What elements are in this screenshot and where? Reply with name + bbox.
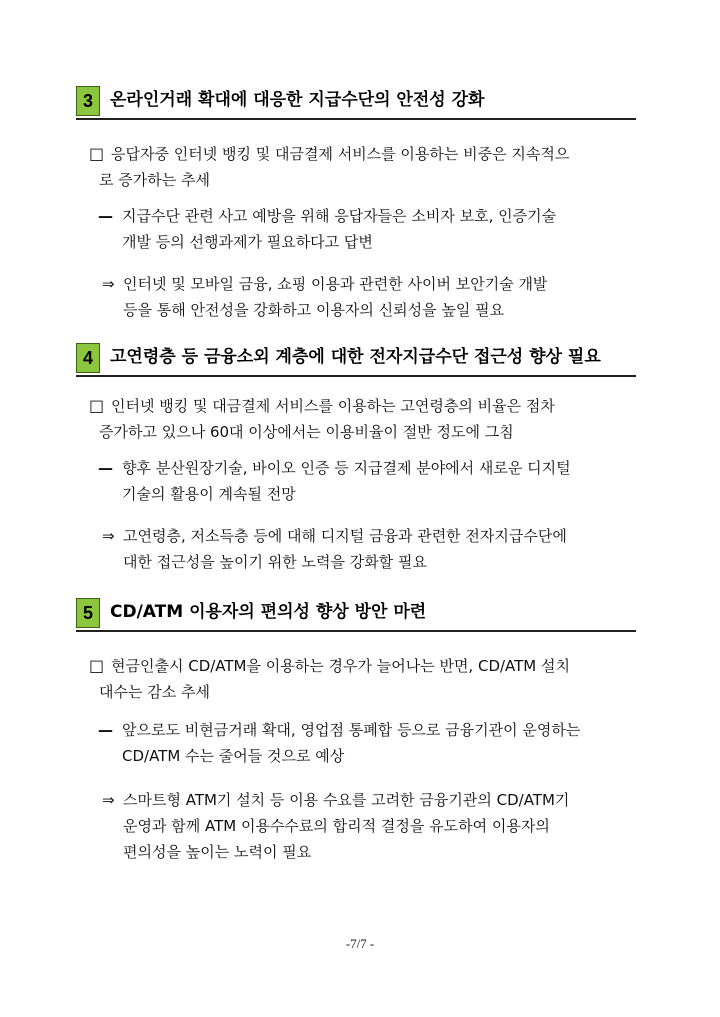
implication-line: 편의성을 높이는 노력이 필요 [123, 843, 312, 861]
page-number: -7/7 - [345, 936, 375, 951]
detail-line: 기술의 활용이 계속될 전망 [122, 485, 296, 503]
detail-line: CD/ATM 수는 줄어들 것으로 예상 [122, 747, 345, 765]
section-4-heading [76, 341, 636, 377]
detail-line: 지급수단 관련 사고 예방을 위해 응답자들은 소비자 보호, 인증기술 [122, 207, 557, 225]
implication-paragraph [102, 787, 569, 865]
implication-line: 고연령층, 저소득층 등에 대해 디지털 금융과 관련한 전자지급수단에 [123, 527, 567, 545]
arrow-bullet-icon: ⇒ [102, 275, 115, 293]
implication-line: 운영과 함께 ATM 이용수수료의 합리적 결정을 유도하여 이용자의 [123, 817, 550, 835]
finding-line: 응답자중 인터넷 뱅킹 및 대금결제 서비스를 이용하는 비중은 지속적으 [111, 145, 570, 163]
implication-line: 대한 접근성을 높이기 위한 노력을 강화할 필요 [123, 553, 427, 571]
checkbox-bullet-icon: □ [89, 656, 105, 675]
arrow-bullet-icon: ⇒ [102, 791, 115, 809]
finding-line: 인터넷 뱅킹 및 대금결제 서비스를 이용하는 고연령층의 비율은 점차 [111, 397, 555, 415]
dash-bullet-icon: — [98, 459, 113, 477]
section-5-heading [76, 596, 636, 632]
implication-paragraph [102, 271, 547, 323]
implication-line: 등을 통해 안전성을 강화하고 이용자의 신뢰성을 높일 필요 [123, 301, 505, 319]
detail-line: 앞으로도 비현금거래 확대, 영업점 통폐합 등으로 금융기관이 운영하는 [122, 721, 581, 739]
finding-paragraph [89, 653, 570, 705]
detail-line: 개발 등의 선행과제가 필요하다고 답변 [122, 233, 373, 251]
section-3-heading [76, 84, 636, 120]
detail-paragraph [98, 717, 580, 769]
section-number-badge: 3 [76, 86, 100, 116]
implication-line: 스마트형 ATM기 설치 등 이용 수요를 고려한 금융기관의 CD/ATM기 [123, 791, 570, 809]
finding-paragraph [89, 393, 555, 445]
finding-line: 증가하고 있으나 60대 이상에서는 이용비율이 절반 정도에 그침 [99, 423, 514, 441]
detail-line: 향후 분산원장기술, 바이오 인증 등 지급결제 분야에서 새로운 디지털 [122, 459, 571, 477]
section-number-badge: 4 [76, 343, 100, 373]
checkbox-bullet-icon: □ [89, 144, 105, 163]
section-title: CD/ATM 이용자의 편의성 향상 방안 마련 [110, 602, 427, 622]
finding-line: 대수는 감소 추세 [99, 683, 210, 701]
dash-bullet-icon: — [98, 207, 113, 225]
section-title: 온라인거래 확대에 대응한 지급수단의 안전성 강화 [110, 90, 485, 110]
finding-line: 로 증가하는 추세 [99, 171, 210, 189]
checkbox-bullet-icon: □ [89, 396, 105, 415]
finding-line: 현금인출시 CD/ATM을 이용하는 경우가 늘어나는 반면, CD/ATM 설치 [111, 657, 570, 675]
arrow-bullet-icon: ⇒ [102, 527, 115, 545]
dash-bullet-icon: — [98, 721, 113, 739]
section-number-badge: 5 [76, 598, 100, 628]
section-title: 고연령층 등 금융소외 계층에 대한 전자지급수단 접근성 향상 필요 [110, 347, 601, 367]
implication-paragraph [102, 523, 567, 575]
finding-paragraph [89, 141, 569, 193]
detail-paragraph [98, 455, 571, 507]
implication-line: 인터넷 및 모바일 금융, 쇼핑 이용과 관련한 사이버 보안기술 개발 [123, 275, 548, 293]
detail-paragraph [98, 203, 556, 255]
